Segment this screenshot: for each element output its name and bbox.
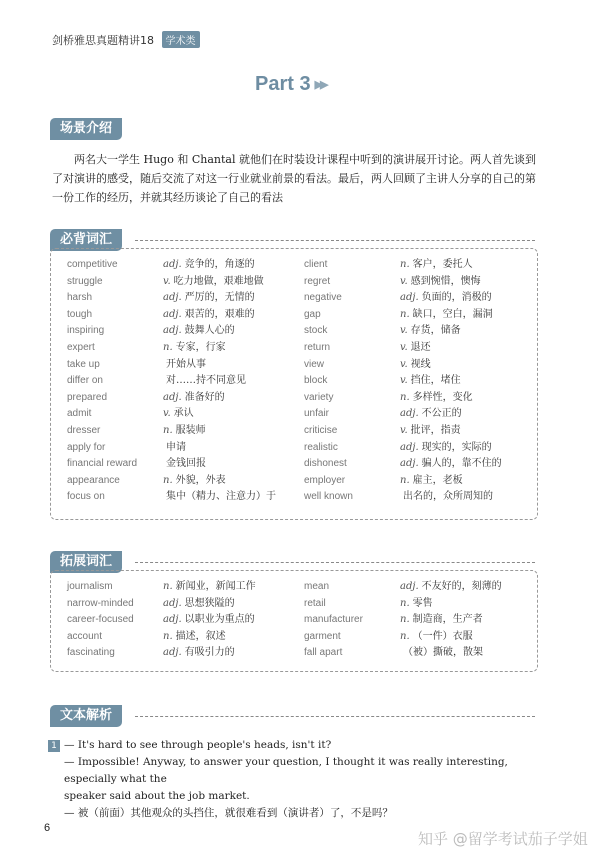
term-en: criticise <box>304 425 338 436</box>
definition: 挡住，堵住 <box>410 375 461 387</box>
term-en: appearance <box>67 474 120 486</box>
definition: 严厉的，无情的 <box>184 292 255 304</box>
part-of-speech: v. <box>400 375 408 387</box>
dialogue-en-1: — It's hard to see through people's heads, isn't it? <box>64 739 332 751</box>
definition: 服装师 <box>175 425 206 436</box>
term-cn <box>400 596 433 612</box>
definition: （被）撕破，散架 <box>403 647 483 659</box>
definition: 外貌，外表 <box>175 474 226 486</box>
term-en: differ on <box>67 375 103 387</box>
term-en: employer <box>304 474 346 486</box>
term-cn <box>400 323 461 339</box>
definition: 专家，行家 <box>175 342 226 353</box>
definition: 雇主，老板 <box>412 474 463 486</box>
definition: 有吸引力的 <box>184 647 235 659</box>
term-en: well known <box>304 491 353 503</box>
term-en: expert <box>67 342 95 353</box>
part-of-speech: v. <box>400 342 408 353</box>
term-cn <box>400 423 461 439</box>
part-of-speech: adj. <box>400 458 419 470</box>
part-of-speech: v. <box>163 275 171 287</box>
part-of-speech: adj. <box>400 408 419 420</box>
section-divider <box>135 240 535 241</box>
term-en: fascinating <box>67 647 115 659</box>
definition: 负面的，消极的 <box>421 292 492 304</box>
part-of-speech: adj. <box>400 581 419 592</box>
term-cn <box>163 579 256 595</box>
book-title: 剑桥雅思真题精讲18 <box>52 34 154 47</box>
definition: 客户，委托人 <box>412 259 473 270</box>
definition: 金钱回报 <box>166 458 206 470</box>
part-of-speech: v. <box>400 275 408 287</box>
term-en: realistic <box>304 441 338 453</box>
term-cn <box>400 489 493 505</box>
term-cn <box>163 357 206 373</box>
part-of-speech: n. <box>400 391 410 403</box>
term-cn <box>163 423 206 439</box>
analysis-block <box>48 737 548 822</box>
term-en: view <box>304 358 325 370</box>
definition: 存货，储备 <box>410 325 461 337</box>
definition: 艰苦的，艰难的 <box>184 308 255 320</box>
term-cn <box>400 473 463 489</box>
term-cn <box>163 645 235 661</box>
term-cn <box>400 307 493 323</box>
term-en: regret <box>304 275 331 287</box>
term-cn <box>163 257 255 273</box>
definition: 现实的，实际的 <box>421 441 492 453</box>
term-en: career-focused <box>67 614 134 626</box>
definition: 思想狭隘的 <box>184 597 235 609</box>
item-number: 1 <box>48 740 60 752</box>
part-of-speech: n. <box>400 308 410 320</box>
part-title <box>255 73 326 96</box>
term-cn <box>163 456 206 472</box>
term-en: retail <box>304 597 326 609</box>
part-of-speech: adj. <box>163 259 182 270</box>
term-en: block <box>304 375 328 387</box>
term-cn <box>163 440 186 456</box>
term-cn <box>163 489 276 505</box>
term-cn <box>400 257 473 273</box>
definition: 吃力地做，艰难地做 <box>173 275 264 287</box>
part-label: Part 3 <box>255 73 311 95</box>
dialogue-en-2: — Impossible! Anyway, to answer your question, I thought it was really interesting, especially what the <box>64 756 508 785</box>
running-header <box>52 31 200 48</box>
part-of-speech: v. <box>163 408 171 420</box>
definition: 视线 <box>410 358 431 370</box>
term-cn <box>400 456 502 472</box>
part-of-speech: adj. <box>400 292 419 304</box>
term-cn <box>163 323 235 339</box>
section-tag-intro: 场景介绍 <box>50 118 122 140</box>
term-en: unfair <box>304 408 330 420</box>
definition: 承认 <box>173 408 194 420</box>
term-en: narrow-minded <box>67 597 134 609</box>
term-en: variety <box>304 391 334 403</box>
definition: 出名的，众所周知的 <box>403 491 493 503</box>
term-en: dresser <box>67 425 101 436</box>
part-of-speech: n. <box>400 614 410 626</box>
definition: 多样性，变化 <box>412 391 473 403</box>
term-en: gap <box>304 308 321 320</box>
definition: 零售 <box>412 597 433 609</box>
term-cn <box>163 629 226 645</box>
term-cn <box>400 390 473 406</box>
analysis-line <box>48 754 548 788</box>
analysis-line <box>48 805 548 822</box>
part-of-speech: adj. <box>400 441 419 453</box>
analysis-line <box>48 737 548 754</box>
term-en: journalism <box>67 581 113 592</box>
term-cn <box>163 390 225 406</box>
term-en: admit <box>67 408 92 420</box>
term-cn <box>400 440 492 456</box>
part-of-speech: adj. <box>163 325 182 337</box>
term-cn <box>400 645 483 661</box>
part-of-speech: v. <box>400 358 408 370</box>
term-cn <box>163 340 226 356</box>
term-cn <box>400 406 462 422</box>
definition: 不友好的，刻薄的 <box>421 581 502 592</box>
term-cn <box>400 340 431 356</box>
definition: （一件）衣服 <box>412 630 473 642</box>
term-cn <box>400 579 502 595</box>
part-of-speech: adj. <box>163 292 182 304</box>
term-en: prepared <box>67 391 108 403</box>
term-cn <box>400 290 492 306</box>
term-en: focus on <box>67 491 105 503</box>
double-arrow-icon: ▶▶ <box>314 79 326 92</box>
term-en: dishonest <box>304 458 347 470</box>
term-cn <box>400 373 461 389</box>
term-en: manufacturer <box>304 614 363 626</box>
term-cn <box>163 307 255 323</box>
definition: 不公正的 <box>421 408 462 420</box>
part-of-speech: v. <box>400 425 408 436</box>
part-of-speech: n. <box>163 474 173 486</box>
definition: 缺口，空白，漏洞 <box>412 308 493 320</box>
page-number: 6 <box>44 822 51 834</box>
definition: 骗人的，靠不住的 <box>421 458 502 470</box>
definition: 描述，叙述 <box>175 630 226 642</box>
term-en: harsh <box>67 292 93 304</box>
part-of-speech: adj. <box>163 391 182 403</box>
term-cn <box>400 274 481 290</box>
definition: 对……持不同意见 <box>166 375 246 387</box>
category-badge: 学术类 <box>162 31 200 48</box>
definition: 申请 <box>166 441 186 453</box>
definition: 开始从事 <box>166 358 206 370</box>
term-en: negative <box>304 292 342 304</box>
term-en: stock <box>304 325 328 337</box>
definition: 集中（精力、注意力）于 <box>166 491 276 503</box>
term-cn <box>400 612 483 628</box>
definition: 竞争的，角逐的 <box>184 259 255 270</box>
dialogue-cn: — 被（前面）其他观众的头挡住，就很难看到（演讲者）了，不是吗？ <box>64 807 393 819</box>
part-of-speech: n. <box>163 425 173 436</box>
definition: 感到惋惜，懊悔 <box>410 275 481 287</box>
section-divider <box>135 562 535 563</box>
term-cn <box>163 406 194 422</box>
term-en: inspiring <box>67 325 105 337</box>
term-cn <box>163 373 246 389</box>
part-of-speech: n. <box>400 259 410 270</box>
part-of-speech: adj. <box>163 597 182 609</box>
definition: 退还 <box>410 342 431 353</box>
part-of-speech: n. <box>400 474 410 486</box>
part-of-speech: n. <box>163 581 173 592</box>
term-cn <box>400 357 431 373</box>
watermark: 知乎 @留学考试茄子学姐 <box>418 830 588 848</box>
intro-paragraph: 两名大一学生 Hugo 和 Chantal 就他们在时装设计课程中听到的演讲展开讨论。两人首先谈到了对演讲的感受，随后交流了对这一行业就业前景的看法。最后，两人回顾了主讲人分享的自己的第一份工作的经历，并就其经历谈论了自己的看法 <box>52 153 536 204</box>
part-of-speech: n. <box>163 630 173 642</box>
part-of-speech: n. <box>400 630 410 642</box>
term-en: client <box>304 259 328 270</box>
term-en: mean <box>304 581 330 592</box>
definition: 制造商，生产者 <box>412 614 483 626</box>
term-en: struggle <box>67 275 103 287</box>
analysis-line <box>48 788 548 805</box>
term-en: competitive <box>67 259 118 270</box>
term-cn <box>163 274 264 290</box>
term-cn <box>163 473 226 489</box>
term-cn <box>163 612 255 628</box>
section-tag-ext-vocab: 拓展词汇 <box>50 551 122 573</box>
part-of-speech: v. <box>400 325 408 337</box>
section-tag-must-vocab: 必背词汇 <box>50 229 122 251</box>
definition: 以职业为重点的 <box>184 614 255 626</box>
term-cn <box>163 290 255 306</box>
definition: 鼓舞人心的 <box>184 325 235 337</box>
definition: 批评，指责 <box>410 425 461 436</box>
term-en: fall apart <box>304 647 343 659</box>
term-cn <box>400 629 473 645</box>
part-of-speech: n. <box>400 597 410 609</box>
term-en: account <box>67 630 103 642</box>
term-en: tough <box>67 308 93 320</box>
term-en: garment <box>304 630 341 642</box>
definition: 准备好的 <box>184 391 225 403</box>
part-of-speech: n. <box>163 342 173 353</box>
term-en: take up <box>67 358 100 370</box>
part-of-speech: adj. <box>163 308 182 320</box>
term-en: financial reward <box>67 458 138 470</box>
term-cn <box>163 596 235 612</box>
section-tag-analysis: 文本解析 <box>50 705 122 727</box>
section-divider <box>135 716 535 717</box>
part-of-speech: adj. <box>163 647 182 659</box>
definition: 新闻业，新闻工作 <box>175 581 256 592</box>
term-en: return <box>304 342 331 353</box>
term-en: apply for <box>67 441 106 453</box>
dialogue-en-3: speaker said about the job market. <box>64 790 250 802</box>
part-of-speech: adj. <box>163 614 182 626</box>
